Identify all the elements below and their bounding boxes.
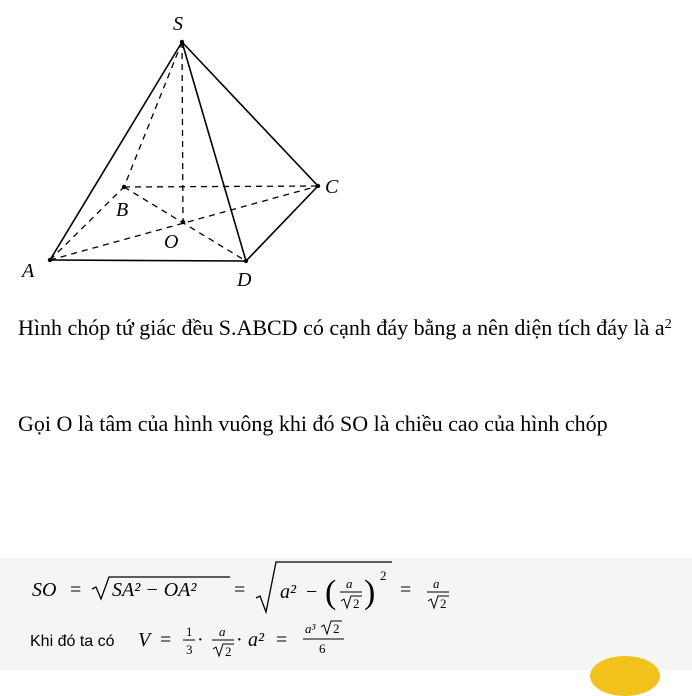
pyramid-figure	[0, 0, 692, 300]
third-den: 3	[186, 642, 193, 657]
third-num: 1	[186, 624, 193, 639]
formula-volume-eq1: =	[160, 629, 172, 651]
label-c: C	[325, 176, 339, 198]
res-den: 6	[319, 641, 326, 656]
edge-so	[182, 42, 183, 222]
label-o: O	[164, 231, 179, 253]
edge-dc	[246, 186, 318, 261]
corner-badge[interactable]	[590, 656, 660, 696]
label-a: A	[22, 260, 35, 282]
paragraph-height-text: Gọi O là tâm của hình vuông khi đó SO là chiều cao của hình chóp	[18, 411, 608, 436]
formula-volume-eq2: =	[276, 629, 288, 651]
a-squared: a²	[248, 629, 264, 651]
paragraph-height	[18, 407, 684, 440]
label-d: D	[237, 269, 252, 291]
point-b	[122, 185, 126, 189]
radicand-2-a: a²	[280, 581, 296, 603]
formula-so-lhs: SO	[32, 579, 57, 601]
outer-exponent: 2	[380, 568, 387, 583]
result-den-two: 2	[440, 596, 447, 611]
formula-so-svg	[0, 558, 692, 616]
formula-so-eq1: =	[70, 579, 82, 601]
label-b: B	[116, 199, 129, 221]
exponent: 2	[664, 317, 672, 332]
paragraph-base-area	[18, 311, 684, 344]
frac-den-two: 2	[353, 596, 360, 611]
paren-left: (	[325, 574, 337, 611]
edge-ad	[50, 260, 246, 261]
dot-1: ·	[197, 629, 204, 651]
frac2-num: a	[219, 624, 226, 639]
formula-volume	[0, 616, 692, 670]
radicand-1: SA² − OA²	[112, 579, 197, 601]
result-num: a	[433, 576, 440, 591]
res-num-two: 2	[333, 621, 340, 636]
res-num-a: a³	[305, 621, 316, 636]
paragraph-base-area-text: Hình chóp tứ giác đều S.ABCD có cạnh đáy bằng a nên diện tích đáy là a	[18, 315, 665, 340]
frac-num: a	[346, 576, 353, 591]
point-o	[181, 220, 185, 224]
formula-so	[0, 558, 692, 616]
edge-sa	[50, 42, 182, 260]
point-s	[180, 40, 184, 44]
label-s: S	[173, 13, 183, 35]
frac2-den-two: 2	[225, 644, 232, 659]
point-d	[244, 259, 248, 263]
formula-so-eq3: =	[400, 579, 412, 601]
radicand-2-minus: −	[306, 581, 318, 603]
dot-2: ·	[236, 629, 243, 651]
formula-volume-v: V	[138, 629, 151, 651]
formula-volume-intro: Khi đó ta có	[30, 633, 115, 650]
paren-right: )	[364, 574, 376, 611]
formula-so-eq2: =	[234, 579, 246, 601]
edge-bc	[124, 186, 318, 187]
point-a	[48, 258, 52, 262]
point-c	[316, 184, 320, 188]
edge-sb	[124, 42, 182, 187]
formula-volume-svg	[0, 616, 692, 670]
